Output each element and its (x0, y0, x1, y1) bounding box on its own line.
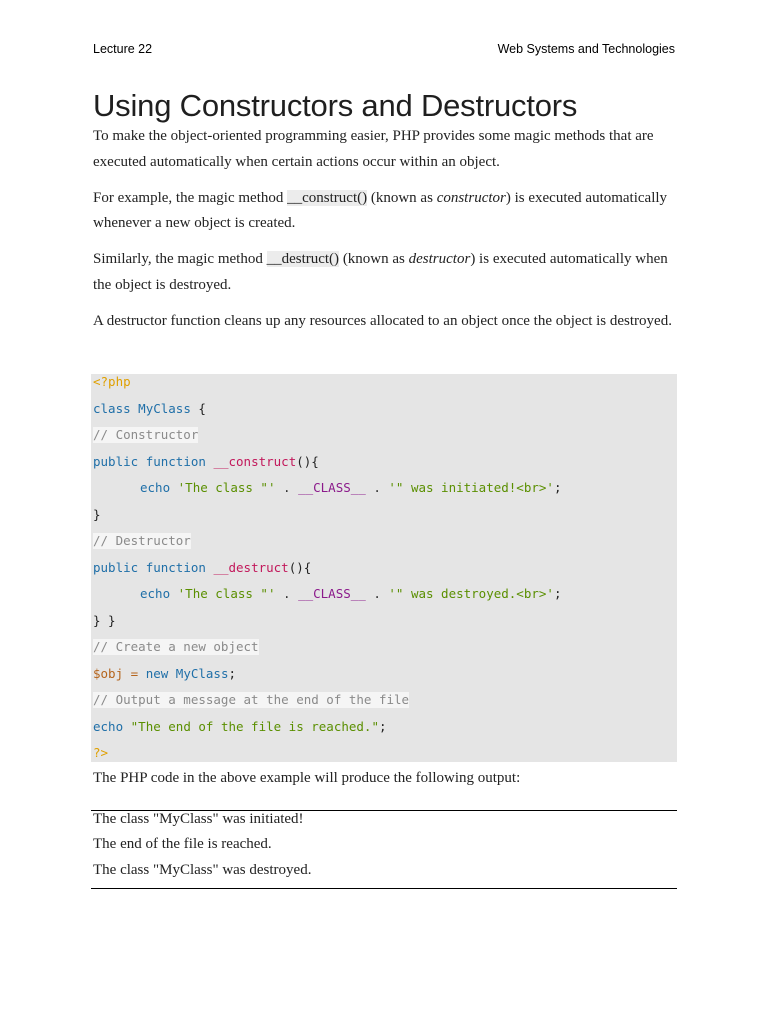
output-box (91, 810, 677, 889)
code-token: function (145, 560, 206, 575)
lecture-label: Lecture 22 (93, 42, 153, 56)
text-run: (known as (339, 251, 409, 267)
code-token: (){ (288, 560, 312, 575)
code-token (138, 560, 146, 576)
code-line (93, 401, 206, 417)
code-token (206, 560, 214, 576)
code-token: __CLASS__ (298, 480, 366, 495)
code-token: . (365, 586, 389, 601)
code-line (93, 374, 131, 390)
course-title: Web Systems and Technologies (497, 42, 675, 56)
code-token: ; (553, 480, 562, 495)
code-token (138, 454, 146, 470)
page-header (93, 42, 675, 60)
paragraph-intro: To make the object-oriented programming easier, PHP provides some magic methods that are executed automatically when certain actions occur within an object. (93, 128, 654, 170)
code-token: MyClass (175, 666, 229, 681)
paragraph-destructor (93, 247, 683, 298)
code-line (93, 507, 101, 523)
code-token: __construct (213, 454, 297, 469)
code-token: class (93, 401, 131, 416)
code-token: { (190, 401, 206, 416)
output-line: The class "MyClass" was destroyed. (93, 862, 312, 878)
code-token: $obj (93, 666, 124, 681)
code-token (170, 586, 178, 602)
code-line (140, 480, 561, 496)
code-line (93, 666, 236, 682)
code-comment: // Destructor (93, 533, 191, 548)
code-token: __destruct (213, 560, 289, 575)
code-token: echo (93, 719, 124, 734)
term-constructor: constructor (436, 189, 506, 206)
body-text (93, 124, 683, 345)
code-token: echo (140, 480, 171, 495)
code-token: public (93, 454, 139, 469)
code-token: . (365, 480, 389, 495)
code-token: } (93, 507, 101, 522)
code-token: '" was destroyed.<br>' (388, 586, 554, 601)
code-token (206, 454, 214, 470)
code-line (93, 533, 191, 549)
code-token (123, 719, 131, 735)
text-run: ) is executed automatically when the object is destroyed. (93, 251, 668, 293)
text-run: Similarly, the magic method (93, 251, 267, 267)
text-run: (known as (367, 189, 437, 206)
code-token: MyClass (138, 401, 191, 416)
code-token: ; (379, 719, 387, 734)
page-title: Using Constructors and Destructors (93, 88, 578, 123)
text-run: For example, the magic method (93, 189, 288, 206)
inline-code-destruct: __destruct() (266, 251, 340, 267)
code-block (91, 374, 677, 762)
code-token: . (275, 586, 299, 601)
code-line (93, 454, 319, 470)
paragraph-constructor (93, 186, 683, 237)
code-token: function (145, 454, 206, 469)
code-line (93, 560, 311, 576)
code-token (131, 401, 139, 417)
code-line (93, 613, 116, 629)
code-token: __CLASS__ (298, 586, 366, 601)
code-token: echo (140, 586, 171, 601)
code-line (93, 692, 409, 708)
code-line (93, 719, 387, 735)
output-line: The end of the file is reached. (93, 836, 272, 852)
code-token: } } (93, 613, 116, 628)
php-close-tag: ?> (93, 745, 109, 760)
code-token: '" was initiated!<br>' (388, 480, 554, 495)
code-comment: // Constructor (93, 427, 199, 442)
php-open-tag: <?php (93, 374, 131, 389)
code-token: ; (553, 586, 562, 601)
code-token: (){ (296, 454, 319, 469)
code-token: public (93, 560, 139, 575)
term-destructor: destructor (408, 251, 471, 267)
output-intro: The PHP code in the above example will produce the following output: (93, 770, 521, 786)
code-line (140, 586, 561, 602)
code-token (168, 666, 176, 682)
code-token: 'The class "' (177, 586, 276, 601)
code-token: "The end of the file is reached." (130, 719, 379, 734)
code-line (93, 639, 259, 655)
code-comment: // Create a new object (93, 639, 259, 654)
text-run: ) is executed automatically whenever a new object is created. (93, 189, 668, 231)
code-token (170, 480, 178, 496)
code-line (93, 427, 198, 443)
output-line: The class "MyClass" was initiated! (93, 811, 304, 827)
code-token: 'The class "' (177, 480, 276, 495)
code-token: = (123, 666, 146, 681)
code-token: . (275, 480, 299, 495)
code-token: new (145, 666, 169, 681)
paragraph-cleanup: A destructor function cleans up any resources allocated to an object once the object is destroyed. (93, 312, 672, 329)
inline-code-construct: __construct() (287, 189, 368, 206)
code-line (93, 745, 108, 761)
code-comment: // Output a message at the end of the file (93, 692, 410, 707)
code-token: ; (228, 666, 237, 681)
